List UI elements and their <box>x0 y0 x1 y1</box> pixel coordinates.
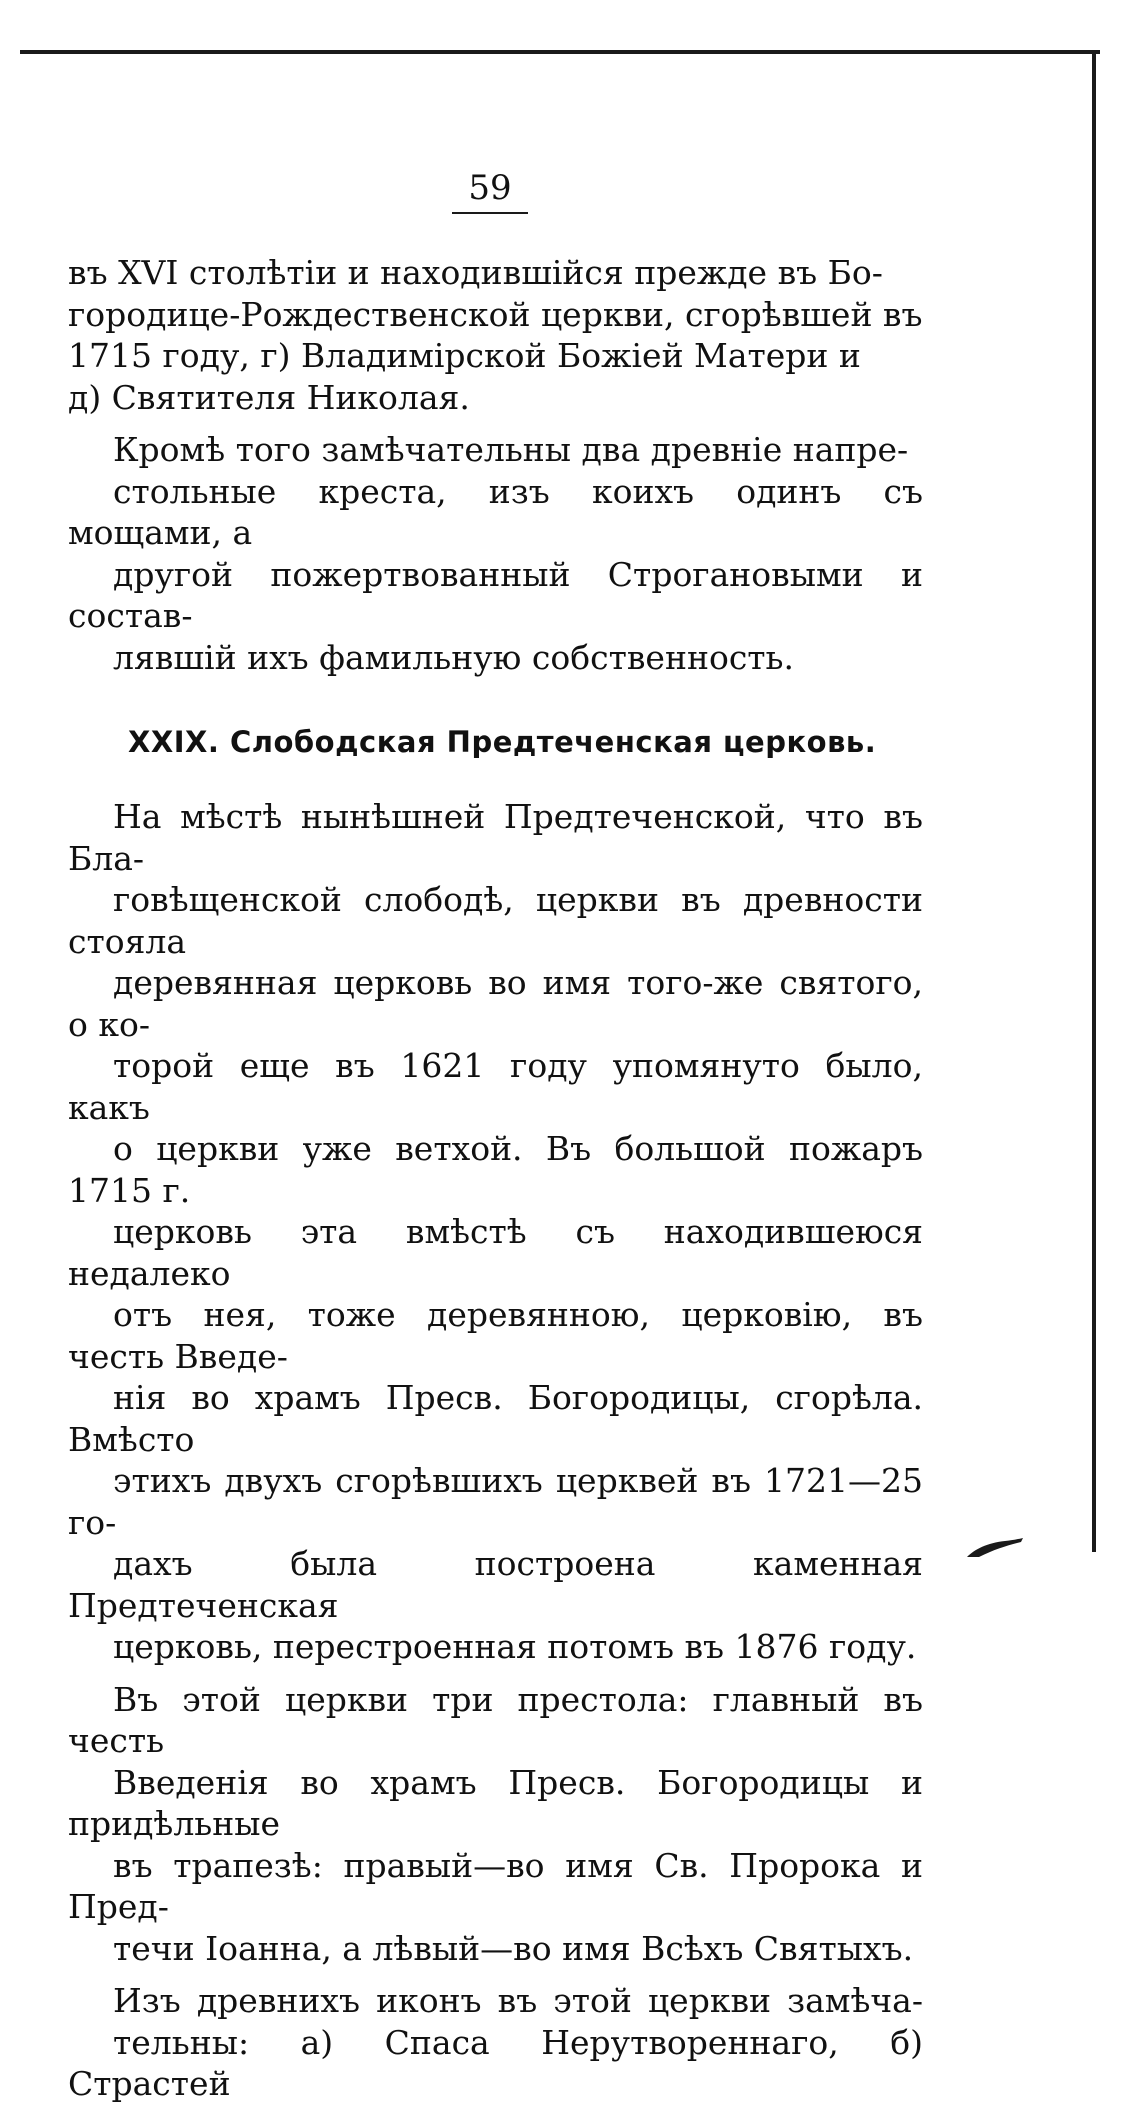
text-line: Кромѣ того замѣчательны два древніе напре- <box>113 430 909 469</box>
ink-smudge-icon <box>965 1537 1025 1559</box>
paragraph-history <box>68 796 923 1668</box>
text-line: въ трапезѣ: правый—во имя Св. Пророка и Пред- <box>68 1845 923 1926</box>
text-line: въ XVI столѣтіи и находившійся прежде въ Бо- <box>68 253 883 292</box>
text-line: Изъ древнихъ иконъ въ этой церкви замѣча- <box>113 1981 923 2020</box>
page-number-underline <box>452 212 528 214</box>
text-line: д) Святителя Николая. <box>68 377 470 417</box>
page-number: 59 <box>468 168 512 208</box>
text-line: течи Іоанна, а лѣвый—во имя Всѣхъ Святыхъ. <box>113 1928 914 1968</box>
paragraph-altars <box>68 1679 923 1970</box>
paragraph-continued <box>68 252 923 418</box>
section-heading: XXIX. Слободская Предтеченская церковь. <box>128 725 877 759</box>
top-border-line <box>20 50 1100 54</box>
text-line: городице-Рождественской церкви, сгорѣвшей въ <box>68 294 923 334</box>
right-border-line <box>1092 52 1096 1552</box>
text-line: другой пожертвованный Строгановыми и состав- <box>68 554 923 635</box>
text-line: Введенія во храмъ Пресв. Богородицы и придѣльные <box>68 1762 923 1843</box>
paragraph-icons <box>68 1980 923 2105</box>
text-line: говѣщенской слободѣ, церкви въ древности стояла <box>68 880 923 961</box>
text-line: отъ нея, тоже деревянною, церковію, въ честь Введе- <box>68 1295 923 1376</box>
text-line: торой еще въ 1621 году упомянуто было, какъ <box>68 1046 923 1127</box>
text-line: тельны: а) Спаса Нерутвореннаго, б) Страстей <box>68 2022 923 2103</box>
text-line: 1715 году, г) Владимірской Божіей Матери и <box>68 336 861 375</box>
page-body <box>68 252 923 2105</box>
text-line: деревянная церковь во имя того-же святого, о ко- <box>68 963 923 1044</box>
text-line: Въ этой церкви три престола: главный въ честь <box>68 1679 923 1760</box>
text-line: стольные креста, изъ коихъ одинъ съ мощами, а <box>68 471 923 552</box>
paragraph-crosses <box>68 429 923 678</box>
text-line: этихъ двухъ сгорѣвшихъ церквей въ 1721—25 го- <box>68 1461 923 1542</box>
text-line: нія во храмъ Пресв. Богородицы, сгорѣла. Вмѣсто <box>68 1378 923 1459</box>
text-line: церковь, перестроенная потомъ въ 1876 году. <box>113 1627 917 1666</box>
text-line: лявшій ихъ фамильную собственность. <box>113 637 795 677</box>
text-line: На мѣстѣ нынѣшней Предтеченской, что въ Бла- <box>68 797 923 878</box>
text-line: дахъ была построена каменная Предтеченская <box>68 1544 923 1625</box>
text-line: церковь эта вмѣстѣ съ находившеюся недалеко <box>68 1212 923 1293</box>
text-line: о церкви уже ветхой. Въ большой пожаръ 1715 г. <box>68 1129 923 1210</box>
